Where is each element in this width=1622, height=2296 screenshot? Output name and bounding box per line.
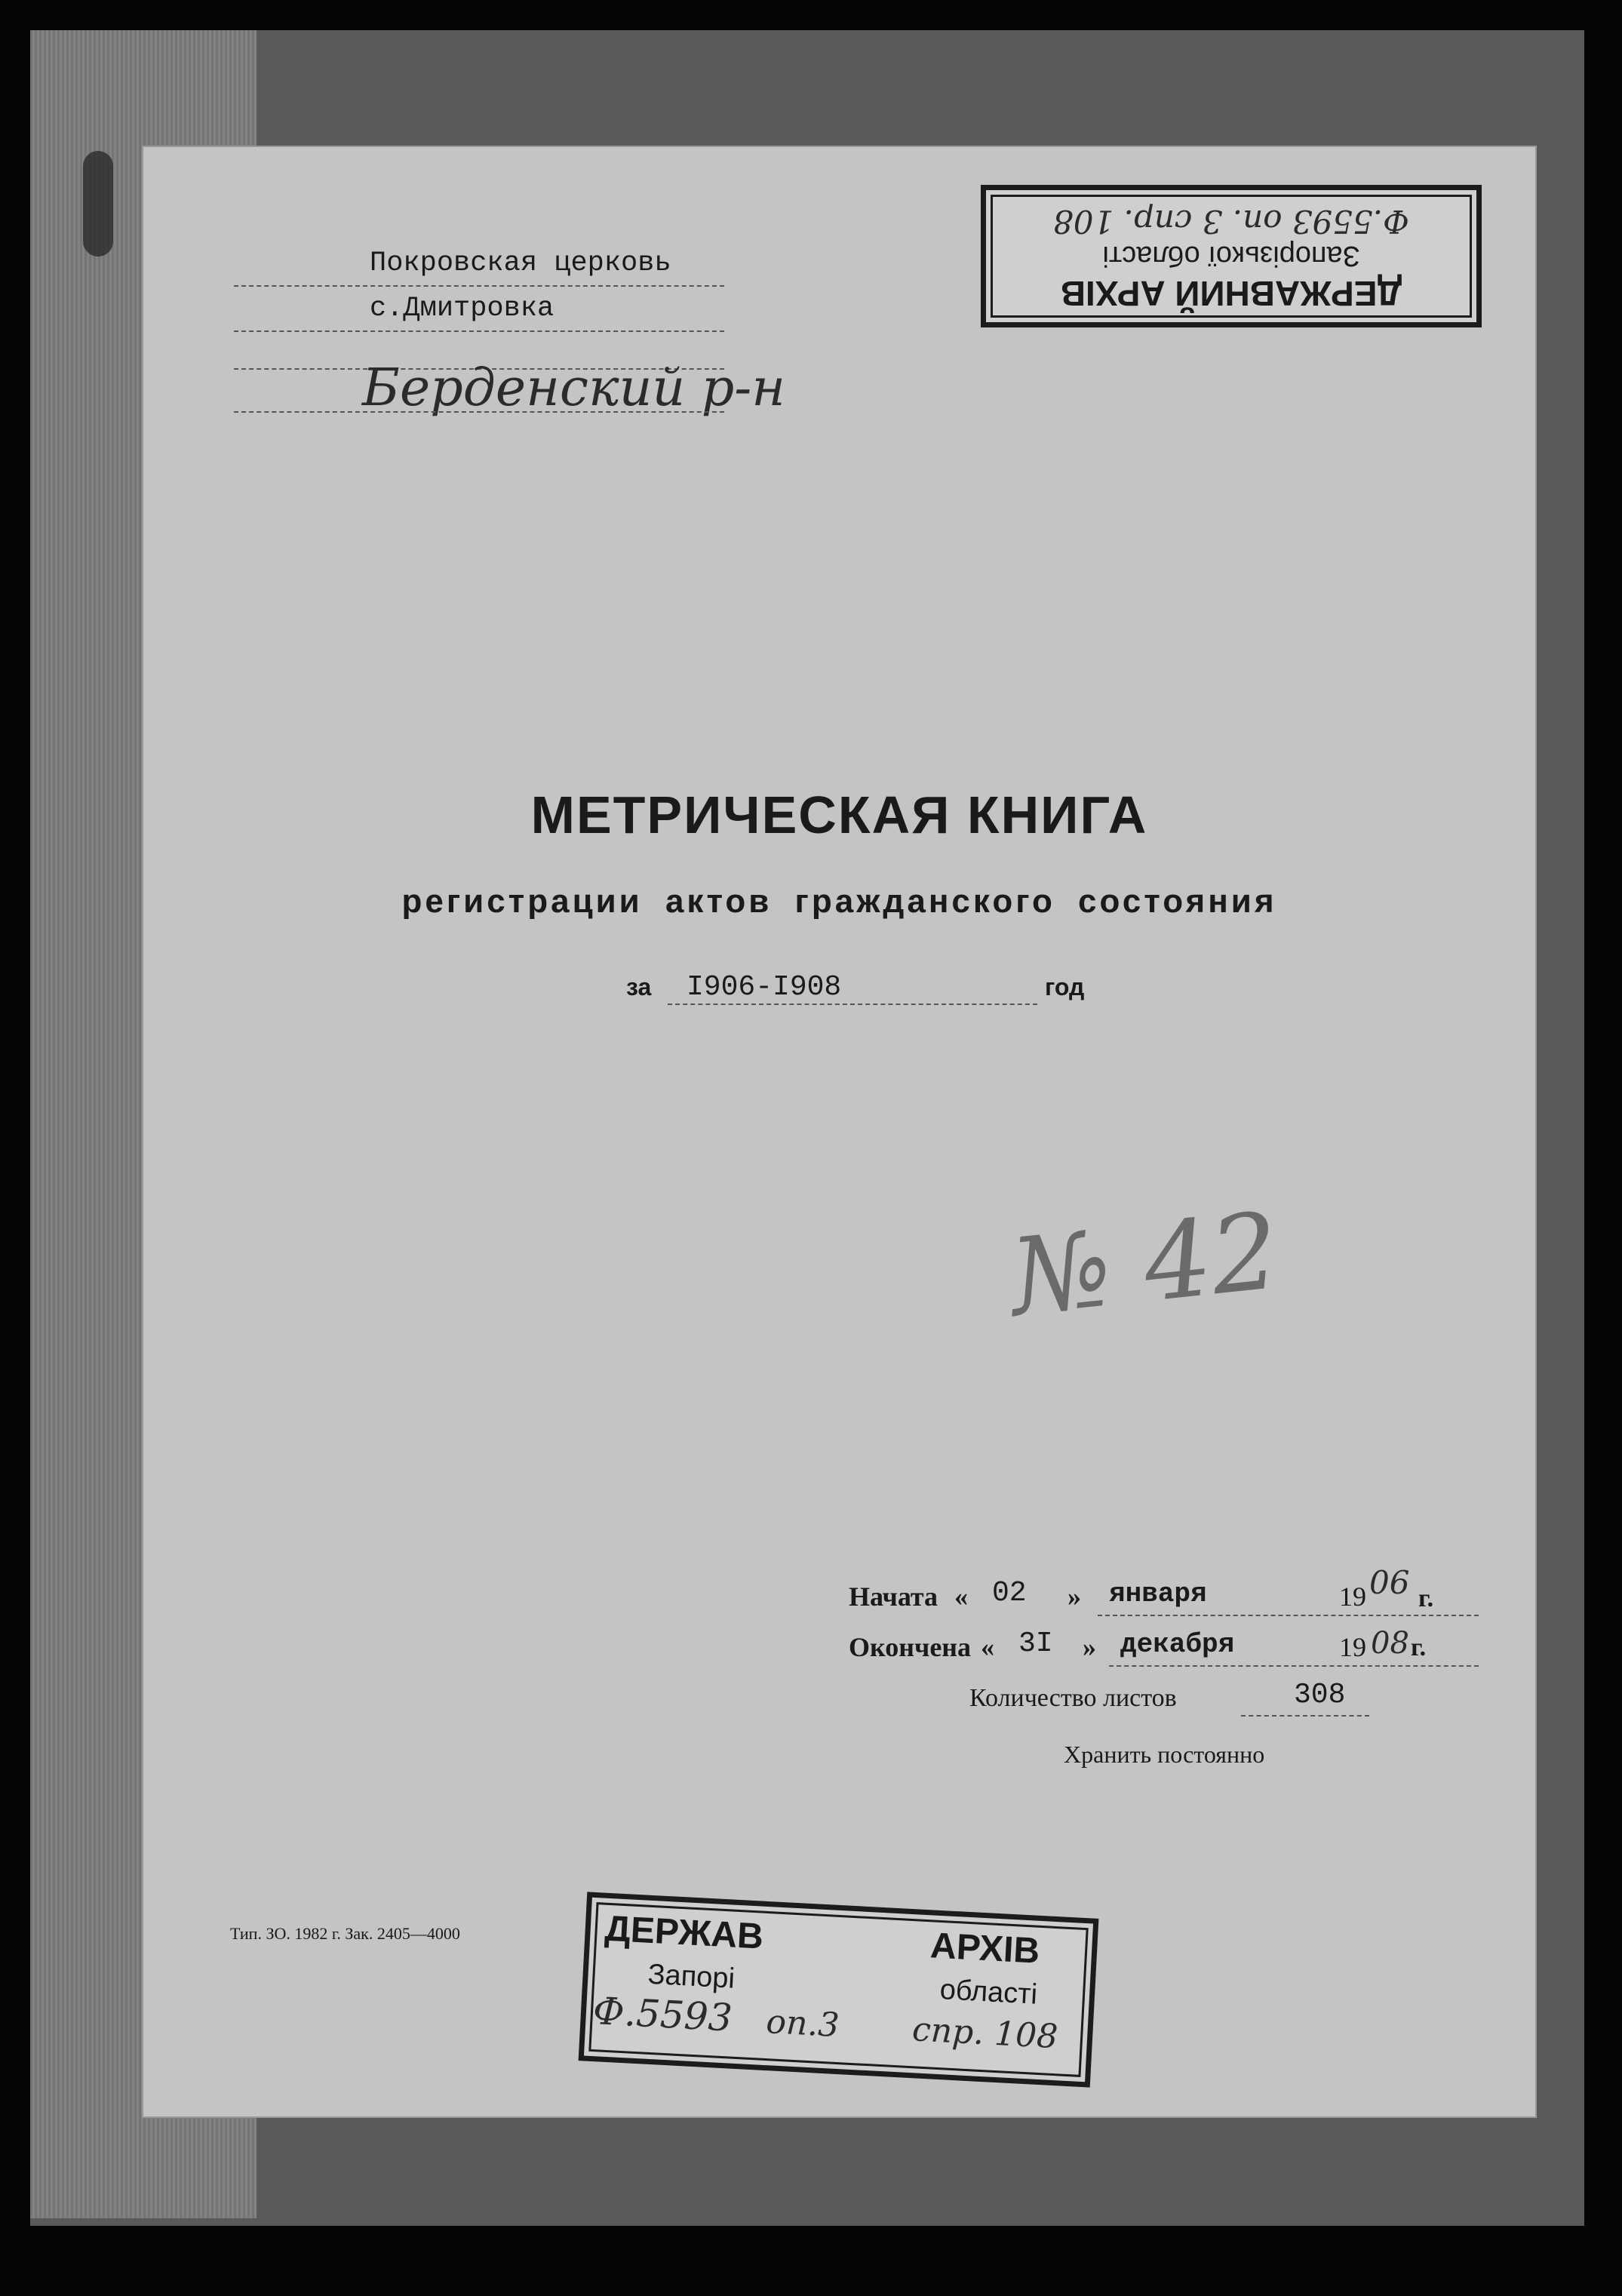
archive-stamp-top: [981, 185, 1482, 327]
stamp-bottom-region-left: Запорі: [647, 1958, 736, 1995]
stamp-bottom-title-right: АРХІВ: [929, 1926, 1041, 1972]
started-year-suffix: г.: [1418, 1584, 1434, 1612]
ended-label: Окончена: [849, 1632, 972, 1662]
sheets-value: 308: [1294, 1679, 1346, 1711]
started-open-quote: «: [954, 1581, 968, 1612]
keep-permanently: Хранить постоянно: [1064, 1741, 1265, 1768]
village-name: с.Дмитровка: [370, 293, 554, 324]
year-suffix: год: [1045, 973, 1085, 1000]
cover-page: [143, 147, 1535, 2116]
spine-stain: [83, 151, 113, 257]
archive-stamp-bottom: [579, 1892, 1099, 2087]
ended-day: 3I: [1018, 1627, 1053, 1660]
stamp-top-region: Запорізької області: [1102, 240, 1360, 272]
stamp-top-title: ДЕРЖАВНИЙ АРХІВ: [1060, 274, 1402, 313]
year-value: I906-I908: [687, 971, 842, 1004]
ended-open-quote: «: [981, 1632, 994, 1662]
stamp-bottom-region-right: області: [938, 1974, 1039, 2011]
ended-year-hand: 08: [1371, 1626, 1409, 1661]
ended-month-rule: [1109, 1665, 1479, 1667]
village-rule: [234, 330, 724, 332]
church-name: Покровская церковь: [370, 247, 671, 279]
started-year-hand: 06: [1369, 1564, 1410, 1601]
ended-year-suffix: г.: [1411, 1634, 1427, 1661]
printer-imprint: Тип. ЗО. 1982 г. Зак. 2405—4000: [230, 1924, 460, 1943]
stamp-top-ref: Ф.5593 оп. 3 спр. 108: [1053, 203, 1409, 240]
book-title: МЕТРИЧЕСКАЯ КНИГА: [530, 785, 1148, 844]
year-rule: [668, 1004, 1037, 1005]
stamp-bottom-opis: оп.3: [765, 2002, 840, 2045]
started-month-rule: [1098, 1615, 1479, 1616]
handwritten-number: № 42: [1005, 1189, 1285, 1341]
started-label: Начата: [849, 1581, 938, 1612]
started-close-quote: »: [1068, 1581, 1081, 1612]
started-month: января: [1109, 1578, 1207, 1609]
started-year-prefix: 19: [1339, 1581, 1366, 1612]
district-rule: [234, 411, 724, 413]
stamp-bottom-case: спр. 108: [911, 2010, 1059, 2057]
district-handwritten: Берденский р-н: [362, 358, 786, 418]
ended-month: декабря: [1120, 1629, 1235, 1660]
year-prefix: за: [626, 973, 652, 1000]
church-rule: [234, 285, 724, 287]
sheets-label: Количество листов: [969, 1684, 1177, 1712]
book-subtitle: регистрации актов гражданского состояния: [401, 883, 1277, 920]
sheets-rule: [1241, 1715, 1369, 1717]
ended-year-prefix: 19: [1339, 1632, 1366, 1662]
stamp-bottom-fond: Ф.5593: [591, 1989, 734, 2040]
ended-close-quote: »: [1083, 1632, 1096, 1662]
stamp-bottom-title-left: ДЕРЖАВ: [604, 1908, 765, 1957]
started-day: 02: [992, 1577, 1027, 1609]
